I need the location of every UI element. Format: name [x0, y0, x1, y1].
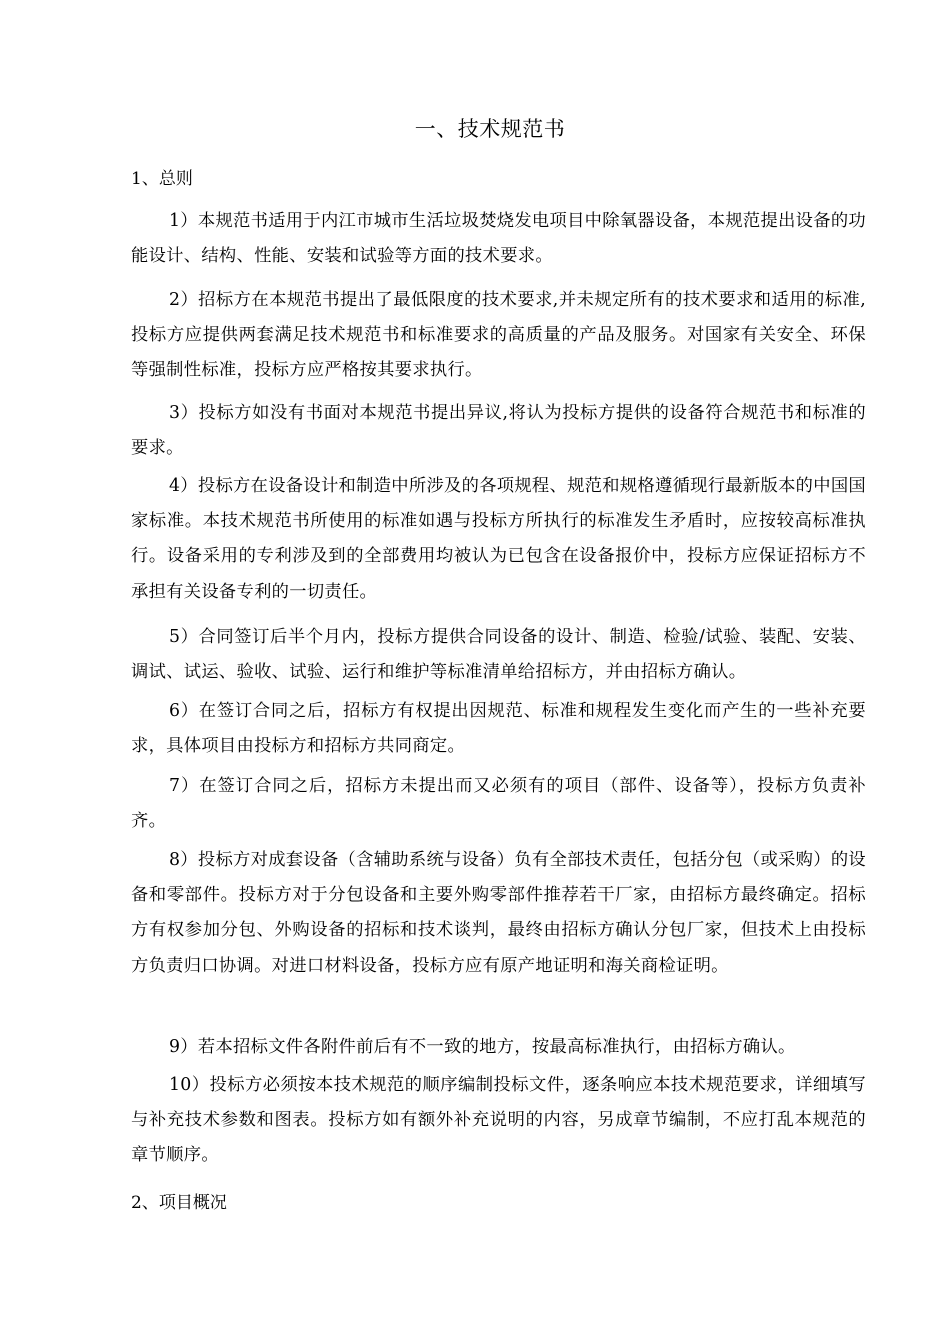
paragraph-4: 4）投标方在设备设计和制造中所涉及的各项规程、规范和规格遵循现行最新版本的中国国家标准。本技术规范书所使用的标准如遇与投标方所执行的标准发生矛盾时，应按较高标准执行。设备采用的专利涉及到的全部费用均被认为已包含在设备报价中，投标方应保证招标方不承担有关设备专利的一切责任。	[131, 476, 866, 602]
section-heading-project-overview: 2、项目概况	[131, 1193, 227, 1213]
paragraph-10: 10）投标方必须按本技术规范的顺序编制投标文件，逐条响应本技术规范要求，详细填写与补充技术参数和图表。投标方如有额外补充说明的内容，另成章节编制，不应打乱本规范的章节顺序。	[131, 1075, 866, 1166]
page-title: 一、技术规范书	[414, 117, 566, 141]
paragraph-1: 1）本规范书适用于内江市城市生活垃圾焚烧发电项目中除氧器设备，本规范提出设备的功能设计、结构、性能、安装和试验等方面的技术要求。	[131, 211, 866, 267]
paragraph-9: 9）若本招标文件各附件前后有不一致的地方，按最高标准执行，由招标方确认。	[169, 1037, 796, 1057]
paragraph-8: 8）投标方对成套设备（含辅助系统与设备）负有全部技术责任，包括分包（或采购）的设备和零部件。投标方对于分包设备和主要外购零部件推荐若干厂家，由招标方最终确定。招标方有权参加分包、外购设备的招标和技术谈判，最终由招标方确认分包厂家，但技术上由投标方负责归口协调。对进口材料设备，投标方应有原产地证明和海关商检证明。	[131, 850, 866, 976]
paragraph-6: 6）在签订合同之后，招标方有权提出因规范、标准和规程发生变化而产生的一些补充要求，具体项目由投标方和招标方共同商定。	[131, 701, 866, 757]
paragraph-7: 7）在签订合同之后，招标方未提出而又必须有的项目（部件、设备等），投标方负责补齐。	[131, 776, 866, 832]
paragraph-3: 3）投标方如没有书面对本规范书提出异议,将认为投标方提供的设备符合规范书和标准的要求。	[131, 403, 866, 459]
paragraph-5: 5）合同签订后半个月内，投标方提供合同设备的设计、制造、检验/试验、装配、安装、调试、试运、验收、试验、运行和维护等标准清单给招标方，并由招标方确认。	[131, 627, 866, 683]
paragraph-2: 2）招标方在本规范书提出了最低限度的技术要求,并未规定所有的技术要求和适用的标准,投标方应提供两套满足技术规范书和标准要求的高质量的产品及服务。对国家有关安全、环保等强制性标准，投标方应严格按其要求执行。	[131, 290, 866, 381]
section-heading-general: 1、总则	[131, 169, 193, 189]
